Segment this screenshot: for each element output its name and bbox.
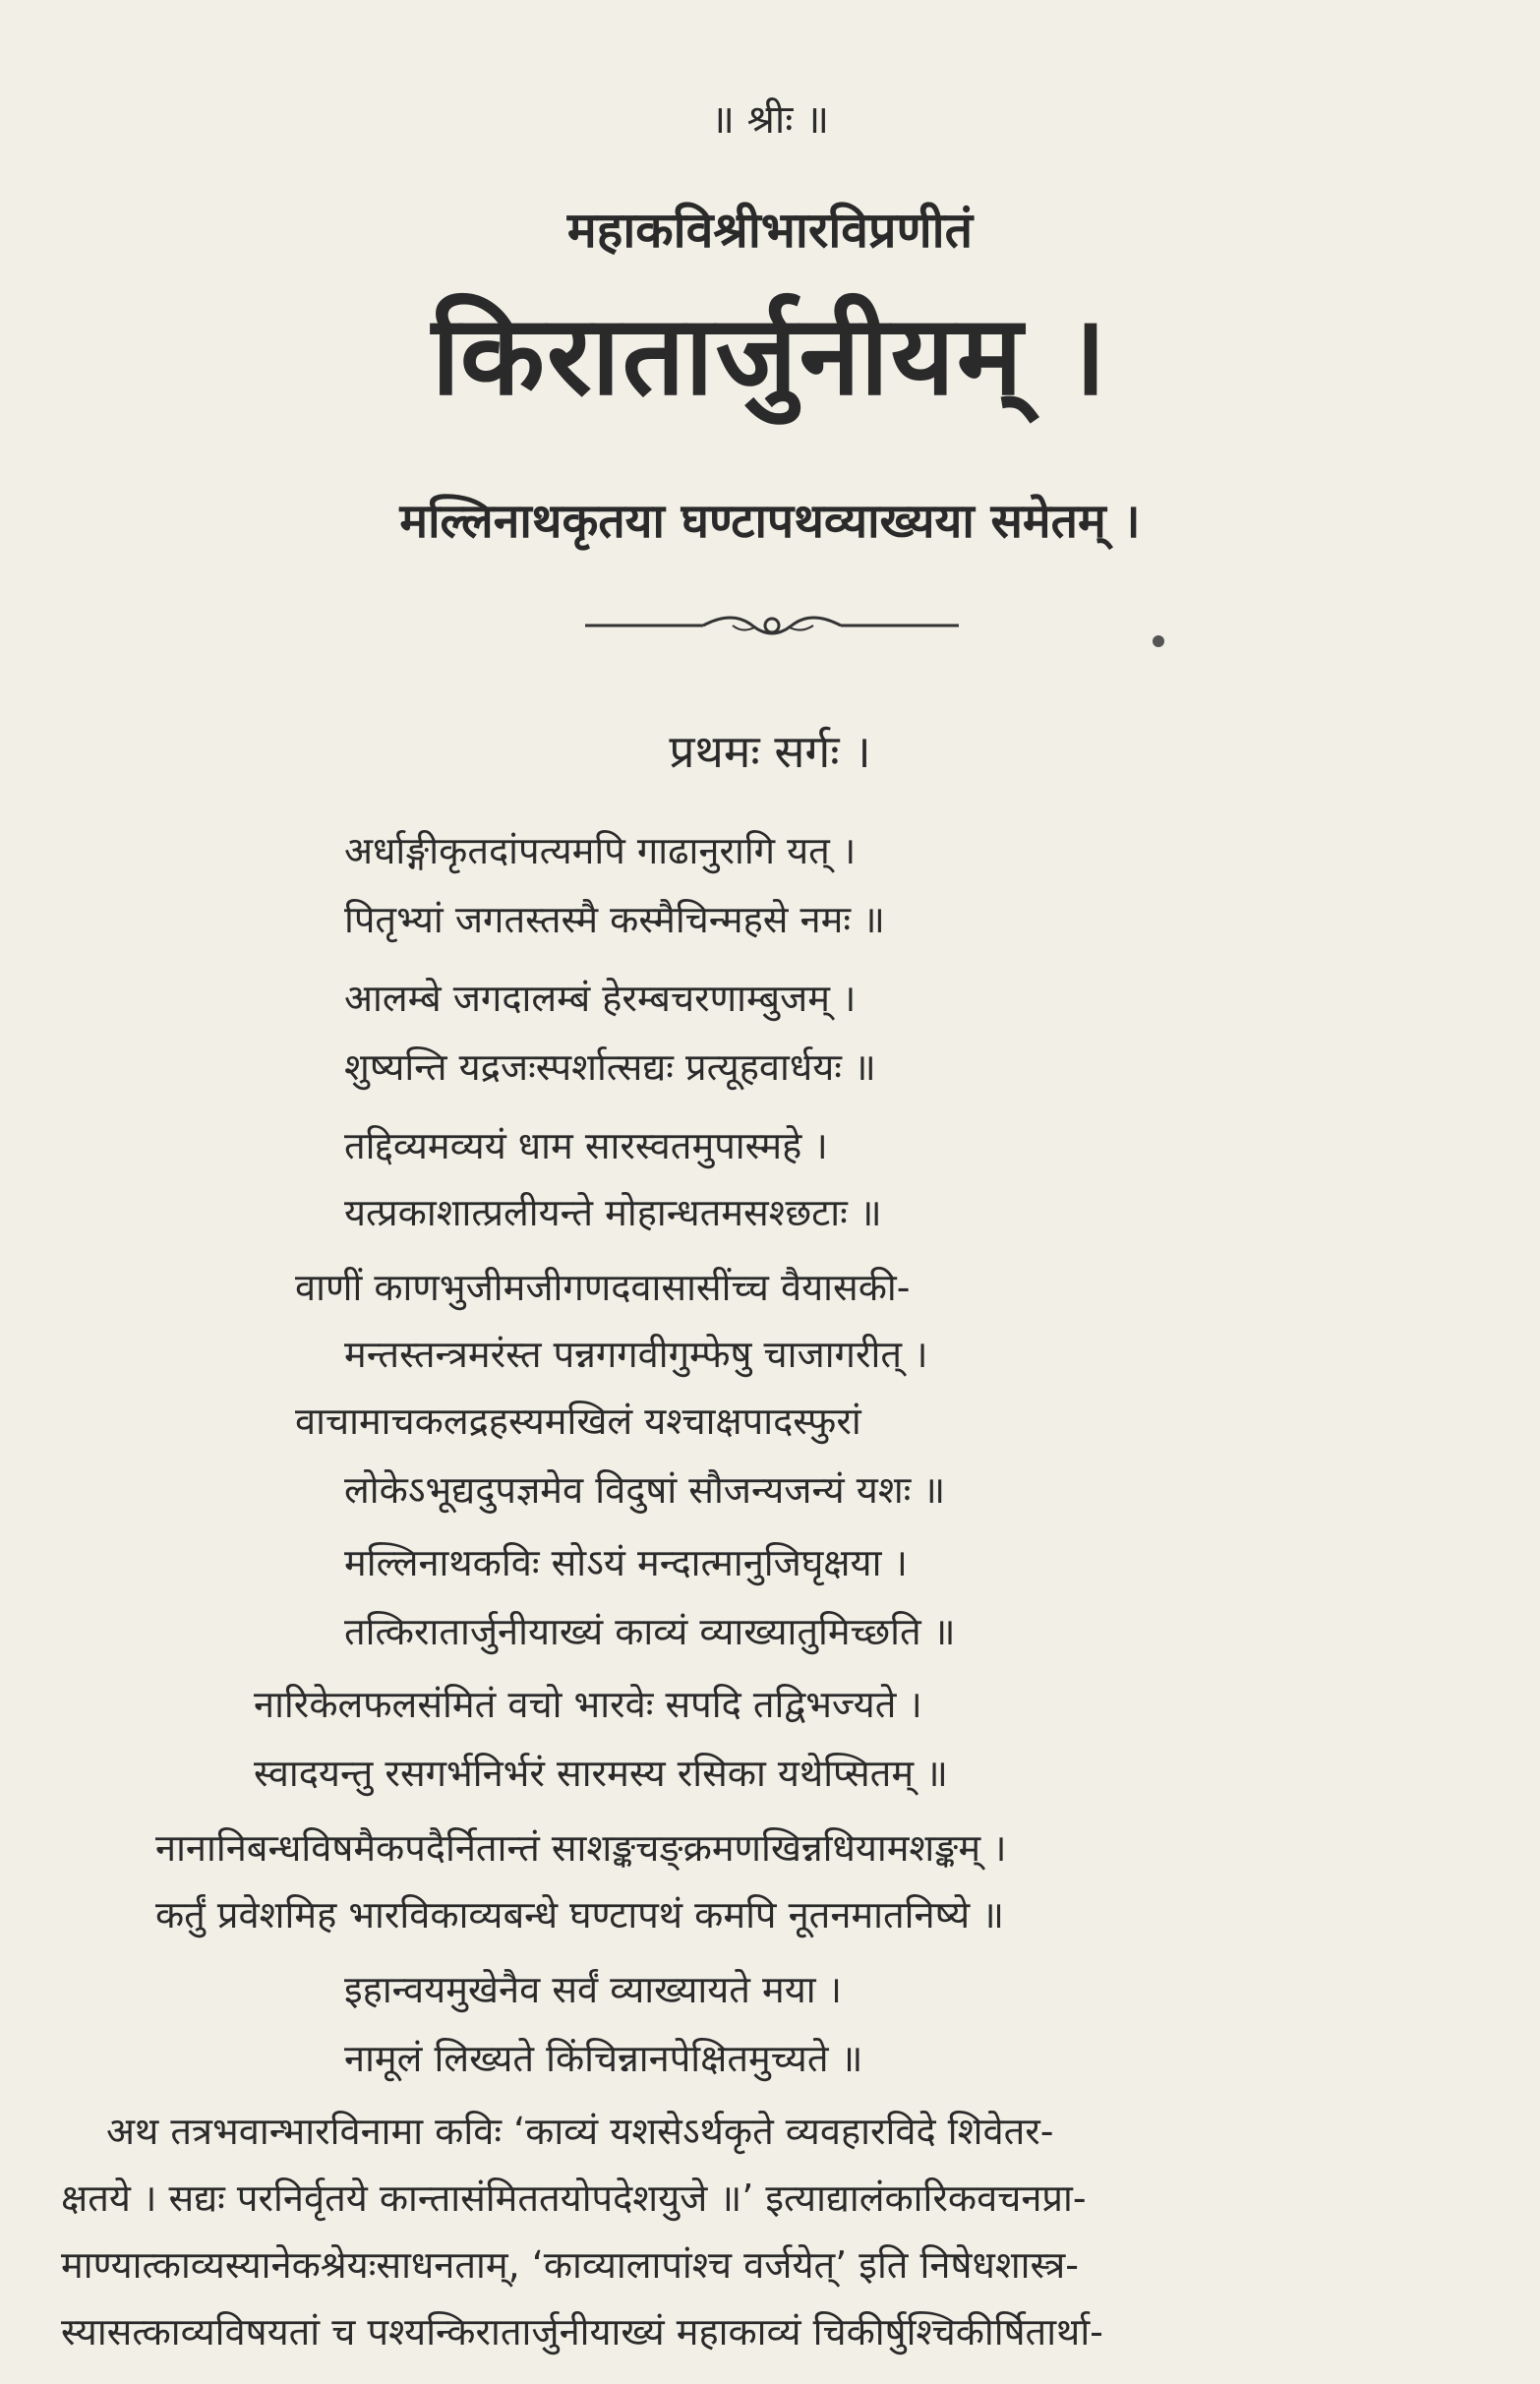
prose-line: स्यासत्काव्यविषयतां च पश्यन्किरातार्जुनीयाख्यं महाकाव्यं चिकीर्षुश्चिकीर्षितार्था- bbox=[61, 2310, 1103, 2354]
ornament-divider-icon bbox=[585, 600, 959, 649]
verse-line: शुष्यन्ति यद्रजःस्पर्शात्सद्यः प्रत्यूहवार्धयः ॥ bbox=[344, 1045, 876, 1089]
verse-line: तद्दिव्यमव्ययं धाम सारस्वतमुपास्महे । bbox=[344, 1124, 828, 1167]
page-title: किरातार्जुनीयम् । bbox=[431, 292, 1109, 420]
verse-line: स्वादयन्तु रसगर्भनिर्भरं सारमस्य रसिका यथेप्सितम् ॥ bbox=[254, 1752, 948, 1795]
verse-line: आलम्बे जगदालम्बं हेरम्बचरणाम्बुजम् । bbox=[344, 977, 857, 1020]
verse-line: पितृभ्यां जगतस्तस्मै कस्मैचिन्महसे नमः ॥ bbox=[344, 898, 885, 941]
verse-line: इहान्वयमुखेनैव सर्वं व्याख्यायते मया । bbox=[344, 1968, 843, 2011]
prose-line: माण्यात्काव्यस्यानेकश्रेयःसाधनताम्, ‘काव्यालापांश्च वर्जयेत्’ इति निषेधशास्त्र- bbox=[61, 2243, 1079, 2287]
author-line: महाकविश्रीभारविप्रणीतं bbox=[566, 202, 974, 259]
verse-line: मन्तस्तन्त्रमरंस्त पन्नगगवीगुम्फेषु चाजागरीत् । bbox=[344, 1333, 928, 1376]
canto-heading: प्रथमः सर्गः । bbox=[669, 725, 871, 778]
ink-spot bbox=[1153, 635, 1164, 647]
commentary-line: मल्लिनाथकृतया घण्टापथव्याख्यया समेतम् । bbox=[399, 494, 1141, 549]
prose-line: अथ तत्रभवान्भारविनामा कविः ‘काव्यं यशसेऽर्थकृते व्यवहारविदे शिवेतर- bbox=[106, 2110, 1054, 2153]
verse-line: नामूलं लिख्यते किंचिन्नानपेक्षितमुच्यते ॥ bbox=[344, 2037, 863, 2080]
verse-line: तत्किरातार्जुनीयाख्यं काव्यं व्याख्यातुमिच्छति ॥ bbox=[344, 1610, 956, 1653]
verse-line: वाचामाचकलद्रहस्यमखिलं यश्चाक्षपादस्फुरां bbox=[295, 1400, 861, 1443]
verse-line: अर्धाङ्गीकृतदांपत्यमपि गाढानुरागि यत् । bbox=[344, 829, 857, 872]
verse-line: नारिकेलफलसंमितं वचो भारवेः सपदि तद्विभज्यते । bbox=[254, 1683, 922, 1726]
verse-line: वाणीं काणभुजीमजीगणदवासासींच्च वैयासकी- bbox=[295, 1266, 911, 1309]
verse-line: नानानिबन्धविषमैकपदैर्नितान्तं साशङ्कचङ्क्रमणखिन्नधियामशङ्कम् । bbox=[155, 1826, 1007, 1870]
verse-line: कर्तुं प्रवेशमिह भारविकाव्यबन्धे घण्टापथं कमपि नूतनमातनिष्ये ॥ bbox=[155, 1893, 1004, 1937]
invocation: ॥ श्रीः ॥ bbox=[710, 97, 830, 143]
verse-line: मल्लिनाथकविः सोऽयं मन्दात्मानुजिघृक्षया । bbox=[344, 1541, 908, 1584]
verse-line: लोकेऽभूद्यदुपज्ञमेव विदुषां सौजन्यजन्यं यशः ॥ bbox=[344, 1468, 946, 1512]
verse-line: यत्प्रकाशात्प्रलीयन्ते मोहान्धतमसश्छटाः ॥ bbox=[344, 1191, 882, 1234]
prose-line: क्षतये । सद्यः परनिर्वृतये कान्तासंमिततयोपदेशयुजे ॥’ इत्याद्यालंकारिकवचनप्रा- bbox=[61, 2176, 1087, 2220]
